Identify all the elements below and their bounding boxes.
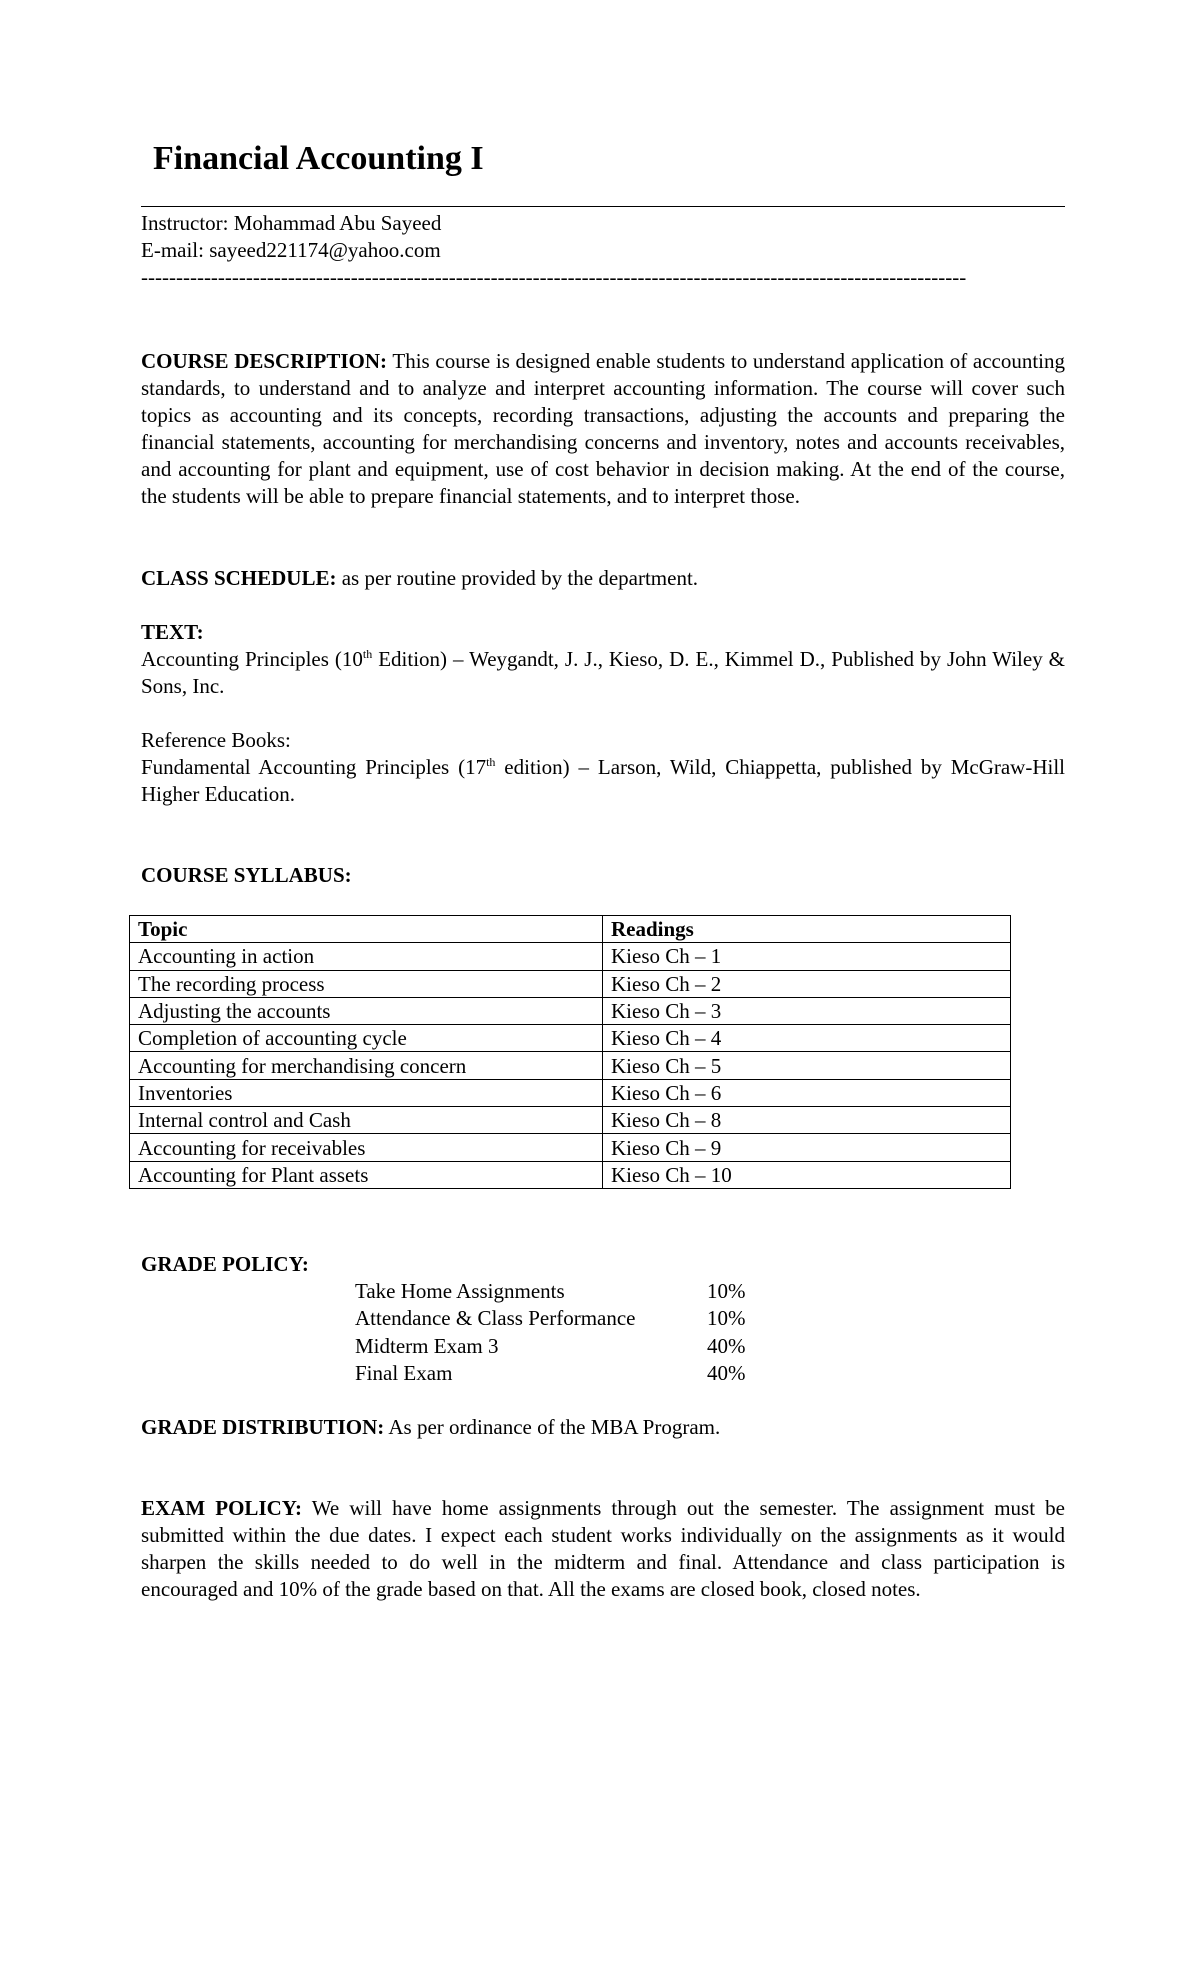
- contact-block: [141, 210, 441, 264]
- grade-policy-item: [355, 1333, 787, 1360]
- table-row: [130, 1025, 1011, 1052]
- column-header-readings: Readings: [603, 916, 1011, 943]
- dashed-separator: ----------------------------------------------------------------------------------------------------------------------: [141, 265, 967, 289]
- grade-item-percent: 40%: [707, 1333, 746, 1358]
- exam-policy: [141, 1495, 1065, 1603]
- table-header-row: [130, 916, 1011, 943]
- table-row: [130, 943, 1011, 970]
- reference-book-part1: Fundamental Accounting Principles (17: [141, 755, 487, 779]
- title-rule: [141, 206, 1065, 207]
- syllabus-table: [129, 915, 1011, 1189]
- readings-cell: Kieso Ch – 4: [603, 1025, 1011, 1052]
- grade-distribution-heading: GRADE DISTRIBUTION:: [141, 1415, 385, 1439]
- grade-policy-list: [355, 1278, 787, 1387]
- exam-policy-heading: EXAM POLICY:: [141, 1496, 303, 1520]
- grade-item-label: Final Exam: [355, 1360, 453, 1385]
- grade-item-percent: 40%: [707, 1360, 746, 1385]
- main-textbook-part1: Accounting Principles (10: [141, 647, 363, 671]
- table-row: [130, 997, 1011, 1024]
- table-row: [130, 1052, 1011, 1079]
- table-row: [130, 1161, 1011, 1188]
- text-heading-label: TEXT:: [141, 620, 204, 644]
- topic-cell: Internal control and Cash: [130, 1107, 603, 1134]
- readings-cell: Kieso Ch – 5: [603, 1052, 1011, 1079]
- grade-policy-item: [355, 1360, 787, 1387]
- grade-policy-item: [355, 1305, 787, 1332]
- topic-cell: Adjusting the accounts: [130, 997, 603, 1024]
- document-title: Financial Accounting I: [153, 140, 484, 177]
- main-textbook: [141, 646, 1065, 700]
- readings-cell: Kieso Ch – 6: [603, 1079, 1011, 1106]
- grade-distribution-text: As per ordinance of the MBA Program.: [384, 1415, 721, 1439]
- table-row: [130, 1107, 1011, 1134]
- grade-item-percent: 10%: [707, 1306, 746, 1331]
- topic-cell: Accounting for Plant assets: [130, 1161, 603, 1188]
- topic-cell: Accounting in action: [130, 943, 603, 970]
- reference-books-heading: Reference Books:: [141, 728, 291, 752]
- class-schedule-text: as per routine provided by the department.: [336, 566, 699, 590]
- instructor-line: Instructor: Mohammad Abu Sayeed: [141, 211, 442, 235]
- course-description-text: This course is designed enable students to understand application of accounting standards, to understand and to analyze and interpret accounting information. The course will cover such topics as accounting and its concepts, recording transactions, adjusting the accounts and preparing the financial statements, accounting for merchandising concerns and inventory, notes and accounts receivables, and accounting for plant and equipment, use of cost behavior in decision making. At the end of the course, the students will be able to prepare financial statements, and to interpret those.: [141, 349, 1066, 508]
- grade-policy-heading: [141, 1251, 1065, 1278]
- grade-item-percent: 10%: [707, 1279, 746, 1303]
- email-line: E-mail: sayeed221174@yahoo.com: [141, 238, 441, 262]
- class-schedule-heading: CLASS SCHEDULE:: [141, 566, 337, 590]
- topic-cell: Inventories: [130, 1079, 603, 1106]
- table-row: [130, 1079, 1011, 1106]
- reference-book-part2: edition) – Larson, Wild, Chiappetta, published by McGraw-Hill Higher Education.: [141, 755, 1065, 806]
- main-textbook-part2: Edition) – Weygandt, J. J., Kieso, D. E., Kimmel D., Published by John Wiley & Sons, Inc.: [141, 647, 1065, 698]
- topic-cell: The recording process: [130, 970, 603, 997]
- text-heading: [141, 619, 1065, 646]
- grade-distribution: [141, 1414, 1065, 1441]
- readings-cell: Kieso Ch – 8: [603, 1107, 1011, 1134]
- grade-item-label: Take Home Assignments: [355, 1279, 565, 1303]
- table-row: [130, 970, 1011, 997]
- readings-cell: Kieso Ch – 2: [603, 970, 1011, 997]
- course-description-heading: COURSE DESCRIPTION:: [141, 349, 388, 373]
- grade-item-label: Attendance & Class Performance: [355, 1306, 636, 1331]
- topic-cell: Accounting for merchandising concern: [130, 1052, 603, 1079]
- course-description: [141, 348, 1065, 510]
- class-schedule: [141, 565, 1065, 592]
- course-syllabus-heading-label: COURSE SYLLABUS:: [141, 863, 352, 887]
- topic-cell: Accounting for receivables: [130, 1134, 603, 1161]
- readings-cell: Kieso Ch – 9: [603, 1134, 1011, 1161]
- course-syllabus-heading: [141, 862, 1065, 889]
- topic-cell: Completion of accounting cycle: [130, 1025, 603, 1052]
- main-textbook-sup: th: [362, 647, 373, 661]
- reference-book-sup: th: [486, 755, 496, 769]
- reference-book: [141, 754, 1065, 808]
- column-header-topic: Topic: [130, 916, 603, 943]
- readings-cell: Kieso Ch – 10: [603, 1161, 1011, 1188]
- grade-policy-item: [355, 1278, 787, 1305]
- readings-cell: Kieso Ch – 1: [603, 943, 1011, 970]
- grade-policy-heading-label: GRADE POLICY:: [141, 1252, 309, 1276]
- grade-item-label: Midterm Exam 3: [355, 1333, 499, 1358]
- table-row: [130, 1134, 1011, 1161]
- exam-policy-text: We will have home assignments through out the semester. The assignment must be submitted within the due dates. I expect each student works individually on the assignments as it would sharpen the skills needed to do well in the midterm and final. Attendance and class participation is encouraged and 10% of the grade based on that. All the exams are closed book, closed notes.: [141, 1496, 1065, 1601]
- readings-cell: Kieso Ch – 3: [603, 997, 1011, 1024]
